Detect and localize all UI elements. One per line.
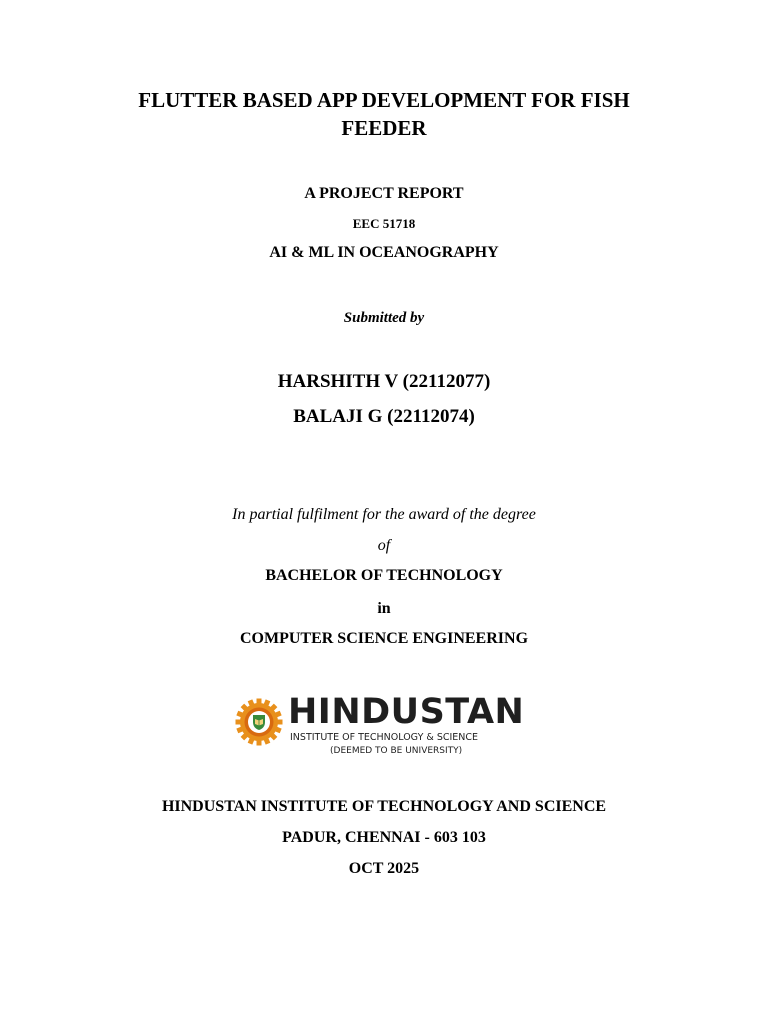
institution-logo-subtitle: INSTITUTE OF TECHNOLOGY & SCIENCE <box>290 732 479 743</box>
institution-logo-status: (DEEMED TO BE UNIVERSITY) <box>330 746 463 756</box>
institution-logo-name: HINDUSTAN <box>288 692 525 732</box>
author-1: HARSHITH V (22112077) <box>277 371 491 392</box>
course-name: AI & ML IN OCEANOGRAPHY <box>269 244 499 261</box>
degree-in: in <box>377 600 391 617</box>
submitted-by-label: Submitted by <box>343 310 425 326</box>
report-title-line-2: FEEDER <box>341 116 427 140</box>
submission-date: OCT 2025 <box>348 860 420 877</box>
course-code: EEC 51718 <box>352 216 416 231</box>
fulfilment-statement: In partial fulfilment for the award of the degree <box>232 506 536 523</box>
institution-emblem-icon <box>234 697 284 747</box>
author-2: BALAJI G (22112074) <box>293 406 475 427</box>
report-type: A PROJECT REPORT <box>304 185 464 202</box>
institution-logo <box>234 692 534 762</box>
degree-name: BACHELOR OF TECHNOLOGY <box>265 567 503 584</box>
report-title-line-1: FLUTTER BASED APP DEVELOPMENT FOR FISH <box>138 88 630 112</box>
degree-branch: COMPUTER SCIENCE ENGINEERING <box>239 630 529 647</box>
institution-name: HINDUSTAN INSTITUTE OF TECHNOLOGY AND SCIENCE <box>161 798 607 815</box>
institution-address: PADUR, CHENNAI - 603 103 <box>282 829 486 846</box>
report-title <box>0 86 768 142</box>
fulfilment-of: of <box>377 537 391 554</box>
